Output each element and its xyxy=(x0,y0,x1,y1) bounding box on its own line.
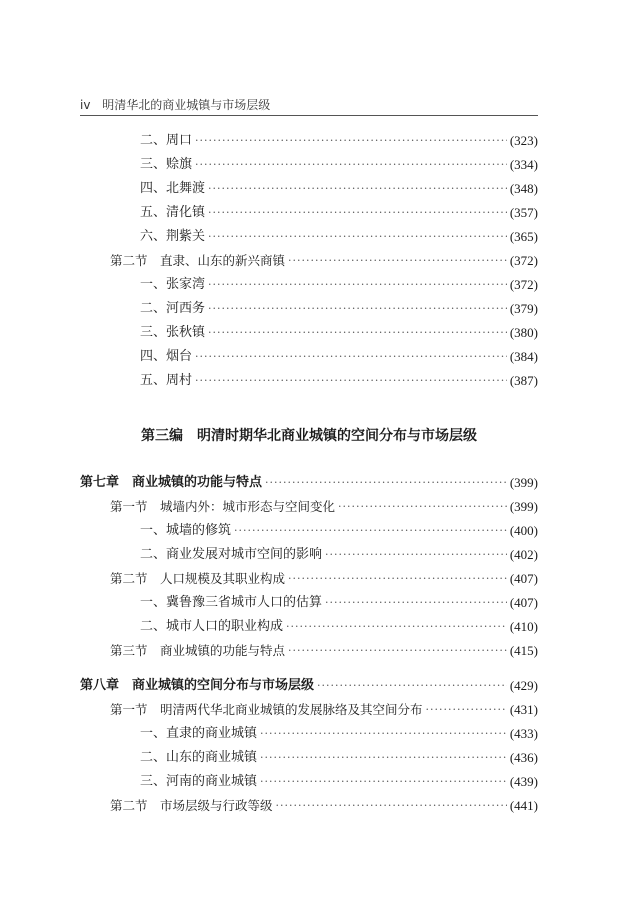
toc-title: 二、山东的商业城镇 xyxy=(140,750,258,765)
toc-title: 四、烟台 xyxy=(140,349,193,364)
toc-page: (407) xyxy=(509,571,538,586)
toc-page: (372) xyxy=(509,253,538,268)
leader-dots xyxy=(426,700,507,720)
leader-dots xyxy=(317,676,507,696)
toc-title: 五、周村 xyxy=(140,373,193,388)
leader-dots xyxy=(325,545,507,565)
toc-title: 三、张秋镇 xyxy=(140,325,206,340)
toc-title: 二、商业发展对城市空间的影响 xyxy=(140,547,323,562)
toc-entry[interactable] xyxy=(140,299,538,319)
toc-chapter-entry[interactable] xyxy=(80,473,538,493)
toc-title: 第七章 商业城镇的功能与特点 xyxy=(80,475,263,490)
leader-dots xyxy=(288,251,507,271)
page-folio: iv xyxy=(80,98,91,112)
leader-dots xyxy=(195,131,507,151)
toc-page: (436) xyxy=(509,750,538,765)
toc-entry[interactable] xyxy=(140,203,538,223)
leader-dots xyxy=(208,179,507,199)
toc-title: 三、河南的商业城镇 xyxy=(140,774,258,789)
leader-dots xyxy=(260,748,507,768)
toc-page: (431) xyxy=(509,702,538,717)
toc-title: 第二节 直隶、山东的新兴商镇 xyxy=(110,253,286,268)
toc-page: (387) xyxy=(509,373,538,388)
toc-page: (399) xyxy=(509,475,538,490)
toc-title: 第二节 人口规模及其职业构成 xyxy=(110,571,286,586)
toc-title: 一、张家湾 xyxy=(140,277,206,292)
part-title: 第三编 明清时期华北商业城镇的空间分布与市场层级 xyxy=(141,428,477,444)
leader-dots xyxy=(260,724,507,744)
toc-page: (372) xyxy=(509,277,538,292)
toc-entry[interactable] xyxy=(140,323,538,343)
toc-page: (415) xyxy=(509,643,538,658)
toc-title: 一、城墙的修筑 xyxy=(140,523,232,538)
toc-title: 二、周口 xyxy=(140,133,193,148)
leader-dots xyxy=(208,323,507,343)
toc-entry[interactable] xyxy=(140,371,538,391)
toc-page: (365) xyxy=(509,229,538,244)
toc-entry[interactable] xyxy=(140,724,538,744)
toc-title: 三、赊旗 xyxy=(140,157,193,172)
toc-page: (357) xyxy=(509,205,538,220)
toc-entry[interactable] xyxy=(140,748,538,768)
toc-page: (380) xyxy=(509,325,538,340)
leader-dots xyxy=(208,275,507,295)
toc-page: (441) xyxy=(509,798,538,813)
toc-entry[interactable] xyxy=(140,227,538,247)
toc-entry[interactable] xyxy=(140,593,538,613)
leader-dots xyxy=(208,203,507,223)
toc-title: 五、清化镇 xyxy=(140,205,206,220)
leader-dots xyxy=(288,641,507,661)
toc-page: (429) xyxy=(509,678,538,693)
leader-dots xyxy=(276,796,507,816)
toc-entry[interactable] xyxy=(140,521,538,541)
leader-dots xyxy=(260,772,507,792)
toc-page: (399) xyxy=(509,499,538,514)
leader-dots xyxy=(195,347,507,367)
toc-chapter-entry[interactable] xyxy=(80,676,538,696)
toc-section-entry[interactable] xyxy=(110,796,538,816)
toc-entry[interactable] xyxy=(140,275,538,295)
toc-title: 第二节 市场层级与行政等级 xyxy=(110,798,273,813)
leader-dots xyxy=(288,569,507,589)
toc-title: 第一节 城墙内外：城市形态与空间变化 xyxy=(110,499,336,514)
toc-title: 二、城市人口的职业构成 xyxy=(140,619,284,634)
toc-title: 第八章 商业城镇的空间分布与市场层级 xyxy=(80,678,315,693)
toc-page: (348) xyxy=(509,181,538,196)
toc-entry[interactable] xyxy=(140,617,538,637)
toc-page: (323) xyxy=(509,133,538,148)
toc-title: 二、河西务 xyxy=(140,301,206,316)
leader-dots xyxy=(208,227,507,247)
toc-page: (439) xyxy=(509,774,538,789)
leader-dots xyxy=(234,521,507,541)
toc-page: (402) xyxy=(509,547,538,562)
leader-dots xyxy=(208,299,507,319)
toc-entry[interactable] xyxy=(140,545,538,565)
toc-title: 一、直隶的商业城镇 xyxy=(140,726,258,741)
toc-section-entry[interactable] xyxy=(110,569,538,589)
toc-title: 第一节 明清两代华北商业城镇的发展脉络及其空间分布 xyxy=(110,702,423,717)
toc-page: (410) xyxy=(509,619,538,634)
toc-entry[interactable] xyxy=(140,347,538,367)
toc-entry[interactable] xyxy=(140,772,538,792)
toc-entry[interactable] xyxy=(140,155,538,175)
leader-dots xyxy=(265,473,507,493)
leader-dots xyxy=(325,593,507,613)
toc-page: (334) xyxy=(509,157,538,172)
toc-section-entry[interactable] xyxy=(110,641,538,661)
toc-entry[interactable] xyxy=(140,179,538,199)
leader-dots xyxy=(338,497,507,517)
leader-dots xyxy=(286,617,507,637)
toc-page: (384) xyxy=(509,349,538,364)
toc-section-entry[interactable] xyxy=(110,700,538,720)
toc-section-entry[interactable] xyxy=(110,251,538,271)
toc-page: (407) xyxy=(509,595,538,610)
toc-title: 第三节 商业城镇的功能与特点 xyxy=(110,643,286,658)
leader-dots xyxy=(195,371,507,391)
toc-title: 四、北舞渡 xyxy=(140,181,206,196)
leader-dots xyxy=(195,155,507,175)
toc-section-entry[interactable] xyxy=(110,497,538,517)
toc-title: 一、冀鲁豫三省城市人口的估算 xyxy=(140,595,323,610)
toc-title: 六、荆紫关 xyxy=(140,229,206,244)
toc-page: (433) xyxy=(509,726,538,741)
book-title: 明清华北的商业城镇与市场层级 xyxy=(102,98,271,112)
toc-page: (400) xyxy=(509,523,538,538)
toc-entry[interactable] xyxy=(140,131,538,151)
toc-page: (379) xyxy=(509,301,538,316)
